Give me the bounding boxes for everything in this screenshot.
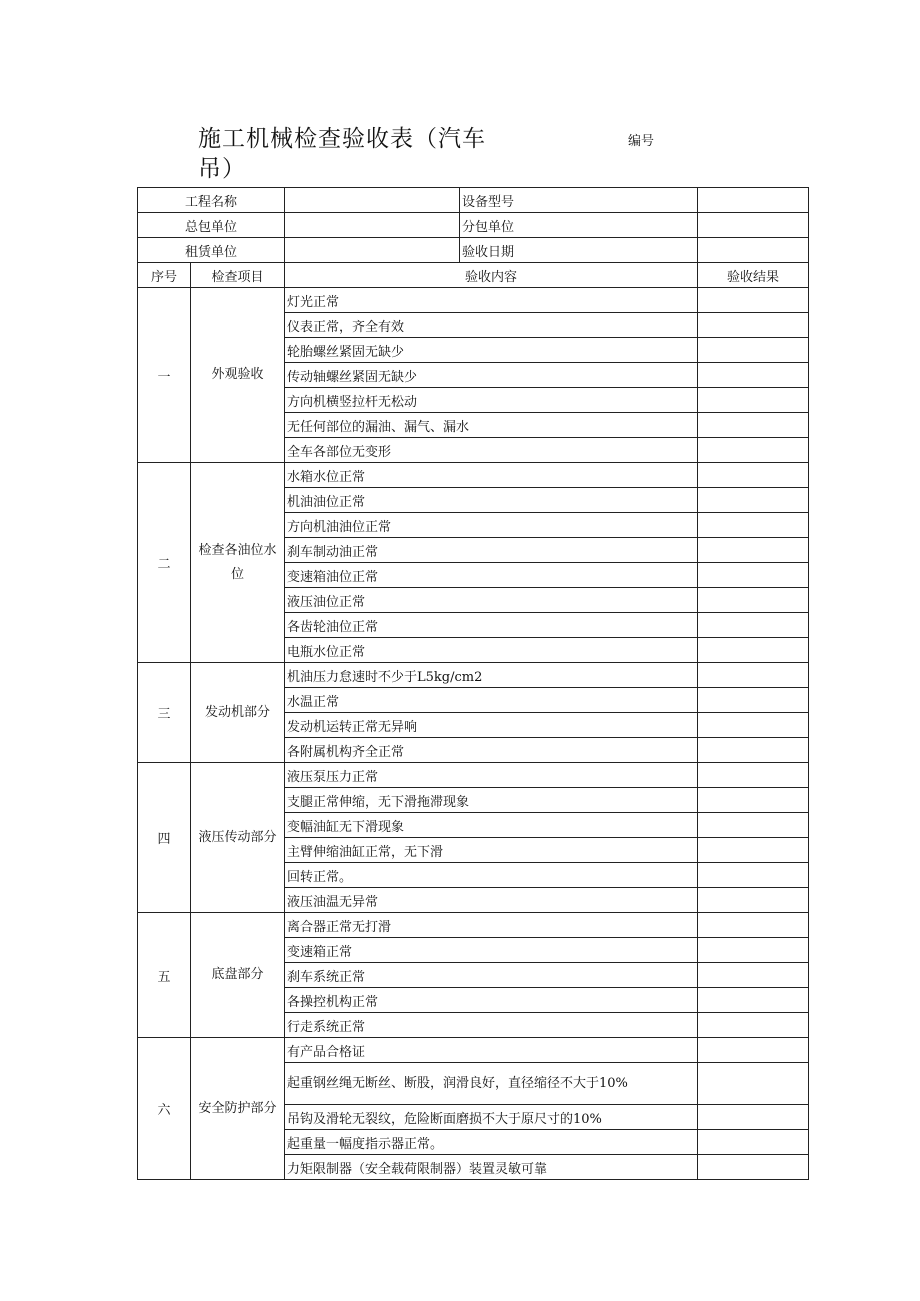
inspection-item-text: 有产品合格证 <box>285 1038 698 1063</box>
info-value-field[interactable] <box>698 213 809 238</box>
result-field[interactable] <box>698 538 809 563</box>
info-value-field[interactable] <box>285 188 460 213</box>
code-label: 编号 <box>628 134 655 149</box>
info-value-field[interactable] <box>698 238 809 263</box>
info-row <box>138 238 809 263</box>
inspection-item-text: 液压油位正常 <box>285 588 698 613</box>
inspection-item-text: 仪表正常，齐全有效 <box>285 313 698 338</box>
inspection-item-text: 方向机横竖拉杆无松动 <box>285 388 698 413</box>
inspection-item-text: 刹车制动油正常 <box>285 538 698 563</box>
inspection-item-text: 各附属机构齐全正常 <box>285 738 698 763</box>
result-field[interactable] <box>698 313 809 338</box>
inspection-item-text: 各齿轮油位正常 <box>285 613 698 638</box>
section-name: 外观验收 <box>191 288 285 463</box>
section-name: 液压传动部分 <box>191 763 285 913</box>
section-seq: 四 <box>138 763 191 913</box>
column-header-row <box>138 263 809 288</box>
result-field[interactable] <box>698 913 809 938</box>
table-body <box>138 188 809 1180</box>
inspection-item-text: 液压油温无异常 <box>285 888 698 913</box>
section-seq: 三 <box>138 663 191 763</box>
result-field[interactable] <box>698 688 809 713</box>
inspection-item-text: 无任何部位的漏油、漏气、漏水 <box>285 413 698 438</box>
result-field[interactable] <box>698 738 809 763</box>
table-row <box>138 288 809 313</box>
section-seq: 五 <box>138 913 191 1038</box>
title-line-2: 吊） <box>198 156 246 182</box>
result-field[interactable] <box>698 438 809 463</box>
result-field[interactable] <box>698 863 809 888</box>
result-field[interactable] <box>698 1063 809 1105</box>
inspection-item-text: 力矩限制器（安全载荷限制器）装置灵敏可靠 <box>285 1155 698 1180</box>
inspection-item-text: 水温正常 <box>285 688 698 713</box>
column-header-result: 验收结果 <box>698 263 809 288</box>
result-field[interactable] <box>698 1038 809 1063</box>
result-field[interactable] <box>698 988 809 1013</box>
info-label: 总包单位 <box>138 213 285 238</box>
inspection-item-text: 起重量一幅度指示器正常。 <box>285 1130 698 1155</box>
info-value-field[interactable] <box>285 238 460 263</box>
info-row <box>138 188 809 213</box>
result-field[interactable] <box>698 788 809 813</box>
section-name: 检查各油位水位 <box>191 463 285 663</box>
section-seq: 二 <box>138 463 191 663</box>
result-field[interactable] <box>698 488 809 513</box>
inspection-item-text: 轮胎螺丝紧固无缺少 <box>285 338 698 363</box>
title-line-1: 施工机械检查验收表（汽车 <box>198 126 486 152</box>
result-field[interactable] <box>698 413 809 438</box>
section-name: 发动机部分 <box>191 663 285 763</box>
column-header-content: 验收内容 <box>285 263 698 288</box>
result-field[interactable] <box>698 1013 809 1038</box>
inspection-item-text: 行走系统正常 <box>285 1013 698 1038</box>
info-label: 验收日期 <box>460 238 698 263</box>
inspection-item-text: 液压泵压力正常 <box>285 763 698 788</box>
inspection-item-text: 灯光正常 <box>285 288 698 313</box>
result-field[interactable] <box>698 388 809 413</box>
result-field[interactable] <box>698 1130 809 1155</box>
info-row <box>138 213 809 238</box>
inspection-item-text: 各操控机构正常 <box>285 988 698 1013</box>
info-value-field[interactable] <box>698 188 809 213</box>
inspection-item-text: 全车各部位无变形 <box>285 438 698 463</box>
section-seq: 六 <box>138 1038 191 1180</box>
inspection-item-text: 方向机油油位正常 <box>285 513 698 538</box>
info-label: 分包单位 <box>460 213 698 238</box>
inspection-item-text: 主臂伸缩油缸正常，无下滑 <box>285 838 698 863</box>
info-label: 工程名称 <box>138 188 285 213</box>
section-name: 底盘部分 <box>191 913 285 1038</box>
section-name: 安全防护部分 <box>191 1038 285 1180</box>
result-field[interactable] <box>698 638 809 663</box>
inspection-item-text: 发动机运转正常无异响 <box>285 713 698 738</box>
section-seq: 一 <box>138 288 191 463</box>
inspection-item-text: 离合器正常无打滑 <box>285 913 698 938</box>
table-row <box>138 1038 809 1063</box>
result-field[interactable] <box>698 338 809 363</box>
inspection-item-text: 吊钩及滑轮无裂纹，危险断面磨损不大于原尺寸的10% <box>285 1105 698 1130</box>
result-field[interactable] <box>698 463 809 488</box>
result-field[interactable] <box>698 1105 809 1130</box>
inspection-item-text: 水箱水位正常 <box>285 463 698 488</box>
inspection-item-text: 支腿正常伸缩，无下滑拖滞现象 <box>285 788 698 813</box>
result-field[interactable] <box>698 713 809 738</box>
inspection-item-text: 回转正常。 <box>285 863 698 888</box>
result-field[interactable] <box>698 763 809 788</box>
inspection-item-text: 起重钢丝绳无断丝、断股，润滑良好，直径缩径不大于10% <box>285 1063 698 1105</box>
page-title <box>198 124 518 184</box>
inspection-item-text: 变速箱油位正常 <box>285 563 698 588</box>
column-header-item: 检查项目 <box>191 263 285 288</box>
inspection-item-text: 电瓶水位正常 <box>285 638 698 663</box>
inspection-item-text: 机油压力怠速时不少于L5kg∕cm2 <box>285 663 698 688</box>
result-field[interactable] <box>698 563 809 588</box>
table-row <box>138 463 809 488</box>
inspection-item-text: 变速箱正常 <box>285 938 698 963</box>
table-row <box>138 763 809 788</box>
column-header-seq: 序号 <box>138 263 191 288</box>
result-field[interactable] <box>698 963 809 988</box>
inspection-item-text: 变幅油缸无下滑现象 <box>285 813 698 838</box>
result-field[interactable] <box>698 663 809 688</box>
table-row <box>138 663 809 688</box>
result-field[interactable] <box>698 1155 809 1180</box>
info-value-field[interactable] <box>285 213 460 238</box>
inspection-item-text: 刹车系统正常 <box>285 963 698 988</box>
result-field[interactable] <box>698 838 809 863</box>
table-row <box>138 913 809 938</box>
inspection-item-text: 机油油位正常 <box>285 488 698 513</box>
info-label: 设备型号 <box>460 188 698 213</box>
info-label: 租赁单位 <box>138 238 285 263</box>
result-field[interactable] <box>698 813 809 838</box>
inspection-table <box>137 187 809 1180</box>
result-field[interactable] <box>698 363 809 388</box>
result-field[interactable] <box>698 613 809 638</box>
result-field[interactable] <box>698 888 809 913</box>
inspection-item-text: 传动轴螺丝紧固无缺少 <box>285 363 698 388</box>
result-field[interactable] <box>698 938 809 963</box>
result-field[interactable] <box>698 288 809 313</box>
result-field[interactable] <box>698 513 809 538</box>
result-field[interactable] <box>698 588 809 613</box>
